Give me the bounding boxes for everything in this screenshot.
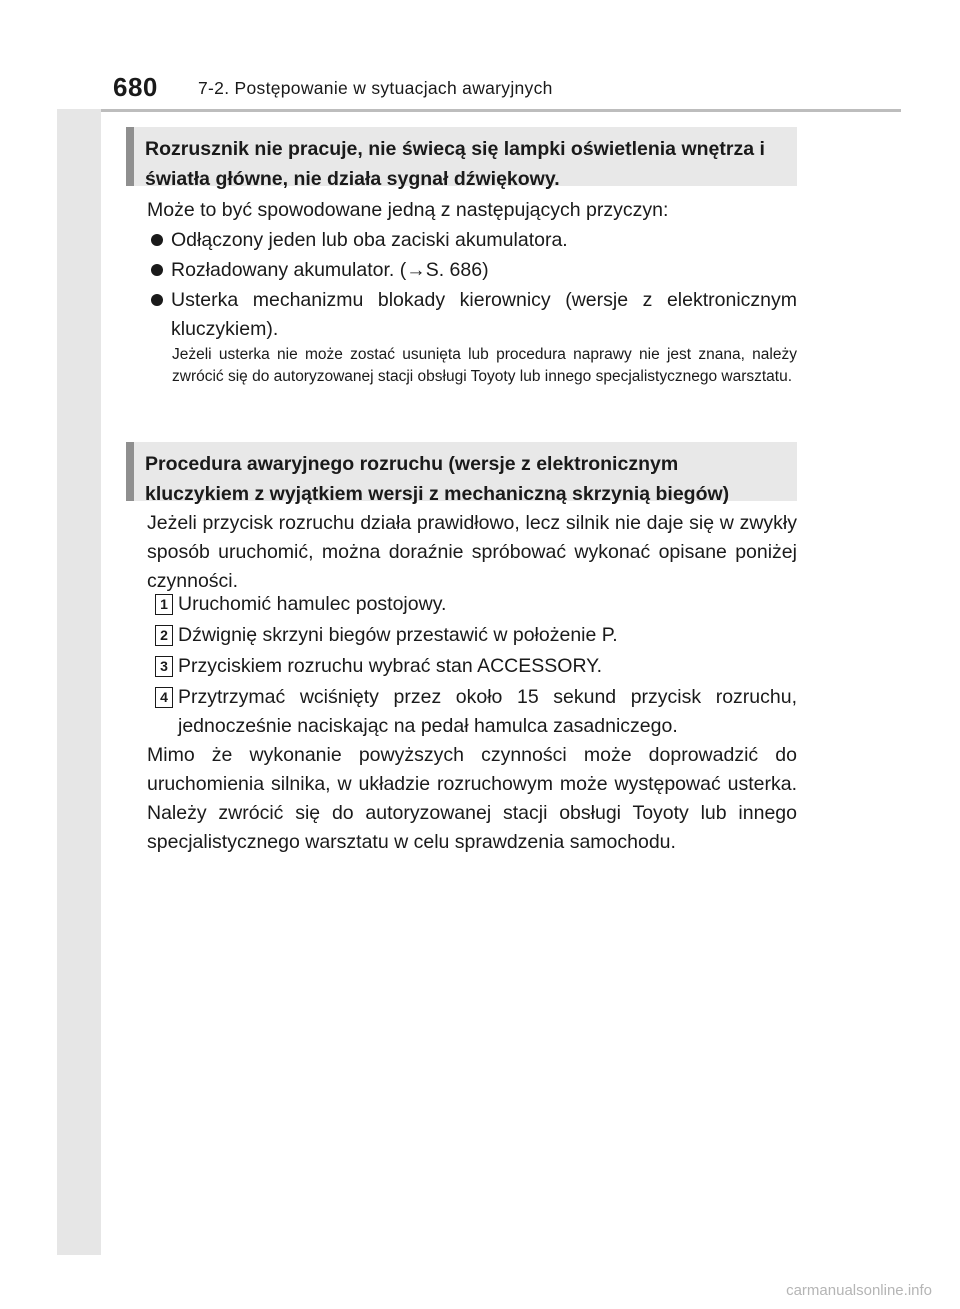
list-item	[147, 226, 797, 255]
step-text: Przyciskiem rozruchu wybrać stan ACCESSORY.	[178, 655, 603, 677]
chapter-title: 7-2. Postępowanie w sytuacjach awaryjnych	[198, 78, 553, 98]
step-number-badge: 3	[155, 656, 173, 677]
bullet-dot-icon	[151, 264, 163, 276]
step-item	[155, 652, 797, 681]
list-item-text: Usterka mechanizmu blokady kierownicy (wersje z elektronicznym kluczykiem).	[171, 289, 797, 340]
step-text: Uruchomić hamulec postojowy.	[178, 593, 447, 615]
emergency-intro: Jeżeli przycisk rozruchu działa prawidłowo, lecz silnik nie daje się w zwykły sposób uruchomić, można doraźnie spróbować wykonać opisane poniżej czynności.	[147, 512, 797, 592]
section-heading-emergency-start: Procedura awaryjnego rozruchu (wersje z elektronicznym kluczykiem z wyjątkiem wersji z mechaniczną skrzynią biegów)	[145, 453, 730, 505]
section-heading-box-emergency-start	[126, 442, 797, 505]
page-side-strip	[57, 52, 101, 1255]
section-heading-box-starter	[126, 127, 797, 190]
step-text: Przytrzymać wciśnięty przez około 15 sekund przycisk rozruchu, jednocześnie naciskając na pedał hamulca zasadniczego.	[178, 686, 797, 737]
bullet-dot-icon	[151, 234, 163, 246]
site-watermark: carmanualsonline.info	[786, 1282, 932, 1299]
closing-paragraph: Mimo że wykonanie powyższych czynności może doprowadzić do uruchomienia silnika, w układzie rozruchowym może występować usterka. Należy zwrócić się do autoryzowanej stacji obsługi Toyoty lub innego specjalistycznego warsztatu w celu sprawdzenia samochodu.	[147, 744, 797, 853]
step-number-badge: 1	[155, 594, 173, 615]
step-number-badge: 4	[155, 687, 173, 708]
causes-lead: Może to być spowodowane jedną z następujących przyczyn:	[147, 199, 669, 221]
step-item	[155, 590, 797, 619]
step-item	[155, 683, 797, 741]
section-heading-starter: Rozrusznik nie pracuje, nie świecą się lampki oświetlenia wnętrza i światła główne, nie działa sygnał dźwiękowy.	[145, 138, 765, 190]
list-item	[147, 286, 797, 344]
step-number-badge: 2	[155, 625, 173, 646]
service-note: Jeżeli usterka nie może zostać usunięta lub procedura naprawy nie jest znana, należy zwrócić się do autoryzowanej stacji obsługi Toyoty lub innego specjalistycznego warsztatu.	[172, 346, 797, 385]
step-item	[155, 621, 797, 650]
page-number: 680	[113, 72, 158, 102]
list-item-text: Odłączony jeden lub oba zaciski akumulatora.	[171, 229, 568, 251]
list-item-text: Rozładowany akumulator. (→S. 686)	[171, 259, 489, 281]
header-rule	[101, 109, 901, 112]
list-item	[147, 256, 797, 285]
bullet-dot-icon	[151, 294, 163, 306]
step-text: Dźwignię skrzyni biegów przestawić w położenie P.	[178, 624, 618, 646]
